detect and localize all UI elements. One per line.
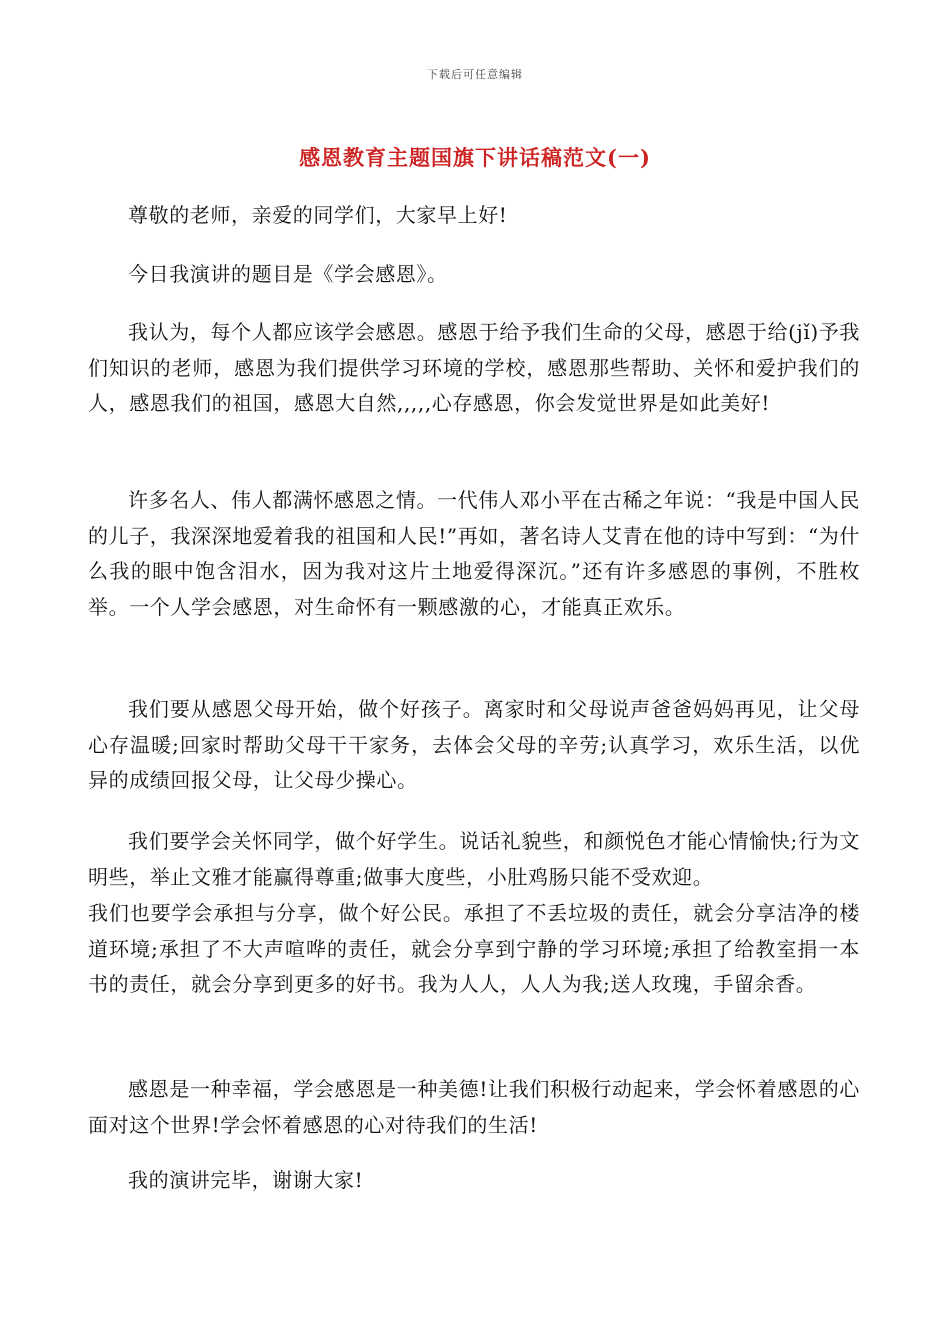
paragraph-parents: 我们要从感恩父母开始，做个好孩子。离家时和父母说声爸爸妈妈再见，让父母心存温暖;回家时帮助父母干干家务，去体会父母的辛劳;认真学习，欢乐生活，以优异的成绩回报父母，让父母少操心。 <box>88 697 860 792</box>
paragraph-classmates: 我们要学会关怀同学，做个好学生。说话礼貌些，和颜悦色才能心情愉快;行为文明些，举止文雅才能赢得尊重;做事大度些，小肚鸡肠只能不受欢迎。 <box>88 829 860 889</box>
paragraph-closing: 我的演讲完毕，谢谢大家! <box>128 1168 364 1192</box>
paragraph-citizen: 我们也要学会承担与分享，做个好公民。承担了不丢垃圾的责任，就会分享洁净的楼道环境;承担了不大声喧哗的责任，就会分享到宁静的学习环境;承担了给教室捐一本书的责任，就会分享到更多的好书。我为人人，人人为我;送人玫瑰，手留余香。 <box>88 901 860 996</box>
paragraph-gratitude-intro: 我认为，每个人都应该学会感恩。感恩于给予我们生命的父母，感恩于给(jǐ)予我们知识的老师，感恩为我们提供学习环境的学校，感恩那些帮助、关怀和爱护我们的人，感恩我们的祖国，感恩大自然,,,,,心存感恩，你会发觉世界是如此美好! <box>88 320 860 415</box>
paragraph-famous-people: 许多名人、伟人都满怀感恩之情。一代伟人邓小平在古稀之年说：“我是中国人民的儿子，我深深地爱着我的祖国和人民!”再如，著名诗人艾青在他的诗中写到：“为什么我的眼中饱含泪水，因为我对这片土地爱得深沉。”还有许多感恩的事例，不胜枚举。一个人学会感恩，对生命怀有一颗感激的心，才能真正欢乐。 <box>88 488 860 619</box>
paragraph-greeting: 尊敬的老师，亲爱的同学们，大家早上好! <box>128 203 508 227</box>
paragraph-happiness: 感恩是一种幸福，学会感恩是一种美德!让我们积极行动起来，学会怀着感恩的心面对这个世界!学会怀着感恩的心对待我们的生活! <box>88 1077 860 1137</box>
header-note: 下载后可任意编辑 <box>427 68 523 81</box>
document-title: 感恩教育主题国旗下讲话稿范文(一) <box>299 145 651 170</box>
paragraph-topic: 今日我演讲的题目是《学会感恩》。 <box>128 262 448 286</box>
